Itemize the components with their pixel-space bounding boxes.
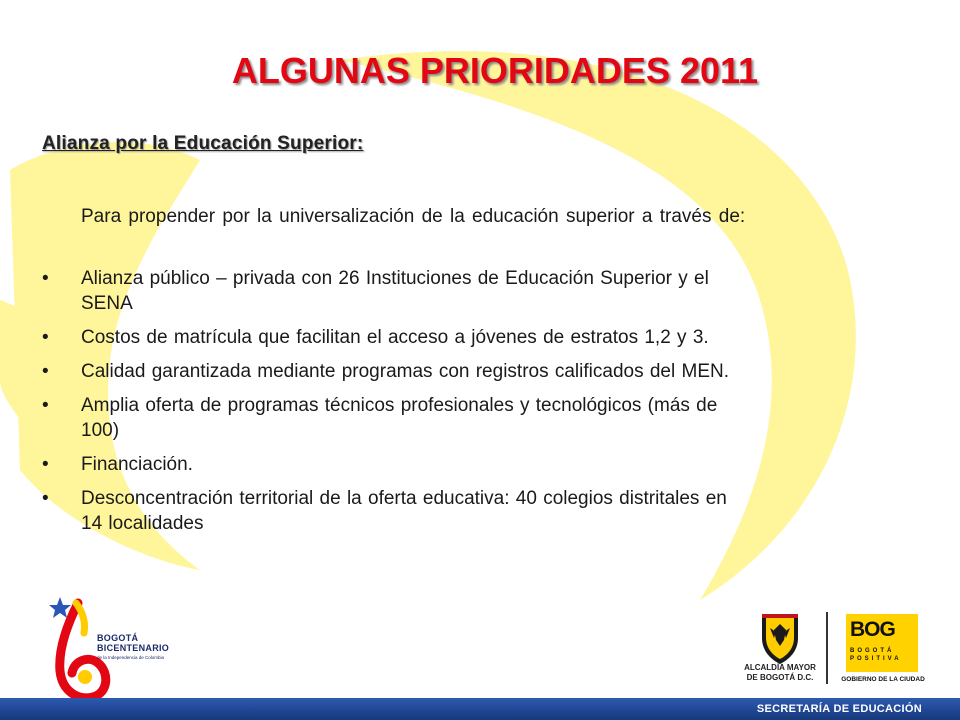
footer-text: SECRETARÍA DE EDUCACIÓN	[756, 703, 922, 715]
list-item	[42, 486, 902, 536]
bog-sub-line2: POSITIVA	[850, 656, 902, 662]
bullet-icon: •	[42, 361, 49, 382]
list-item	[42, 325, 902, 350]
bullet-icon: •	[42, 395, 49, 416]
bullet-text-continued: SENA	[81, 293, 133, 314]
bullet-text: Costos de matrícula que facilitan el acceso a jóvenes de estratos 1,2 y 3.	[81, 327, 709, 348]
bogota-positiva-logo	[846, 614, 918, 672]
bicentenario-line1: BOGOTÁ	[97, 633, 139, 643]
bog-sub-line1: BOGOTÁ	[850, 648, 895, 654]
bullet-icon: •	[42, 454, 49, 475]
bullet-text: Desconcentración territorial de la oferta educativa: 40 colegios distritales en	[81, 488, 727, 509]
gobierno-caption: GOBIERNO DE LA CIUDAD	[841, 676, 925, 683]
bullet-text: Financiación.	[81, 454, 193, 475]
list-item	[42, 393, 902, 443]
list-item	[42, 359, 902, 384]
bullet-icon: •	[42, 488, 49, 509]
bog-subtext	[850, 647, 902, 663]
bicentenario-line2: BICENTENARIO	[97, 643, 170, 653]
bullet-text: Calidad garantizada mediante programas con registros calificados del MEN.	[81, 361, 729, 382]
bullet-icon: •	[42, 327, 49, 348]
bicentenario-line3: de la Independencia de Colombia	[97, 655, 165, 660]
bullet-text-continued: 100)	[81, 420, 120, 441]
bicentenario-text	[97, 633, 169, 663]
list-item	[42, 266, 902, 316]
alcaldia-line1: ALCALDÍA MAYOR	[744, 663, 816, 672]
list-item	[42, 452, 902, 477]
bullet-text: Amplia oferta de programas técnicos profesionales y tecnológicos (más de	[81, 395, 718, 416]
bog-wordmark: BOG	[850, 618, 895, 641]
intro-text: Para propender por la universalización de la educación superior a través de:	[81, 206, 746, 227]
priorities-list	[42, 266, 902, 545]
alcaldia-line2: DE BOGOTÁ D.C.	[746, 673, 814, 682]
bullet-icon: •	[42, 268, 49, 289]
bullet-text-continued: 14 localidades	[81, 513, 204, 534]
footer-bar	[0, 698, 960, 720]
slide-title: ALGUNAS PRIORIDADES 2011	[231, 50, 759, 91]
alcaldia-text	[730, 663, 830, 683]
bullet-text: Alianza público – privada con 26 Instituciones de Educación Superior y el	[81, 268, 709, 289]
slide-subtitle: Alianza por la Educación Superior:	[42, 133, 364, 154]
